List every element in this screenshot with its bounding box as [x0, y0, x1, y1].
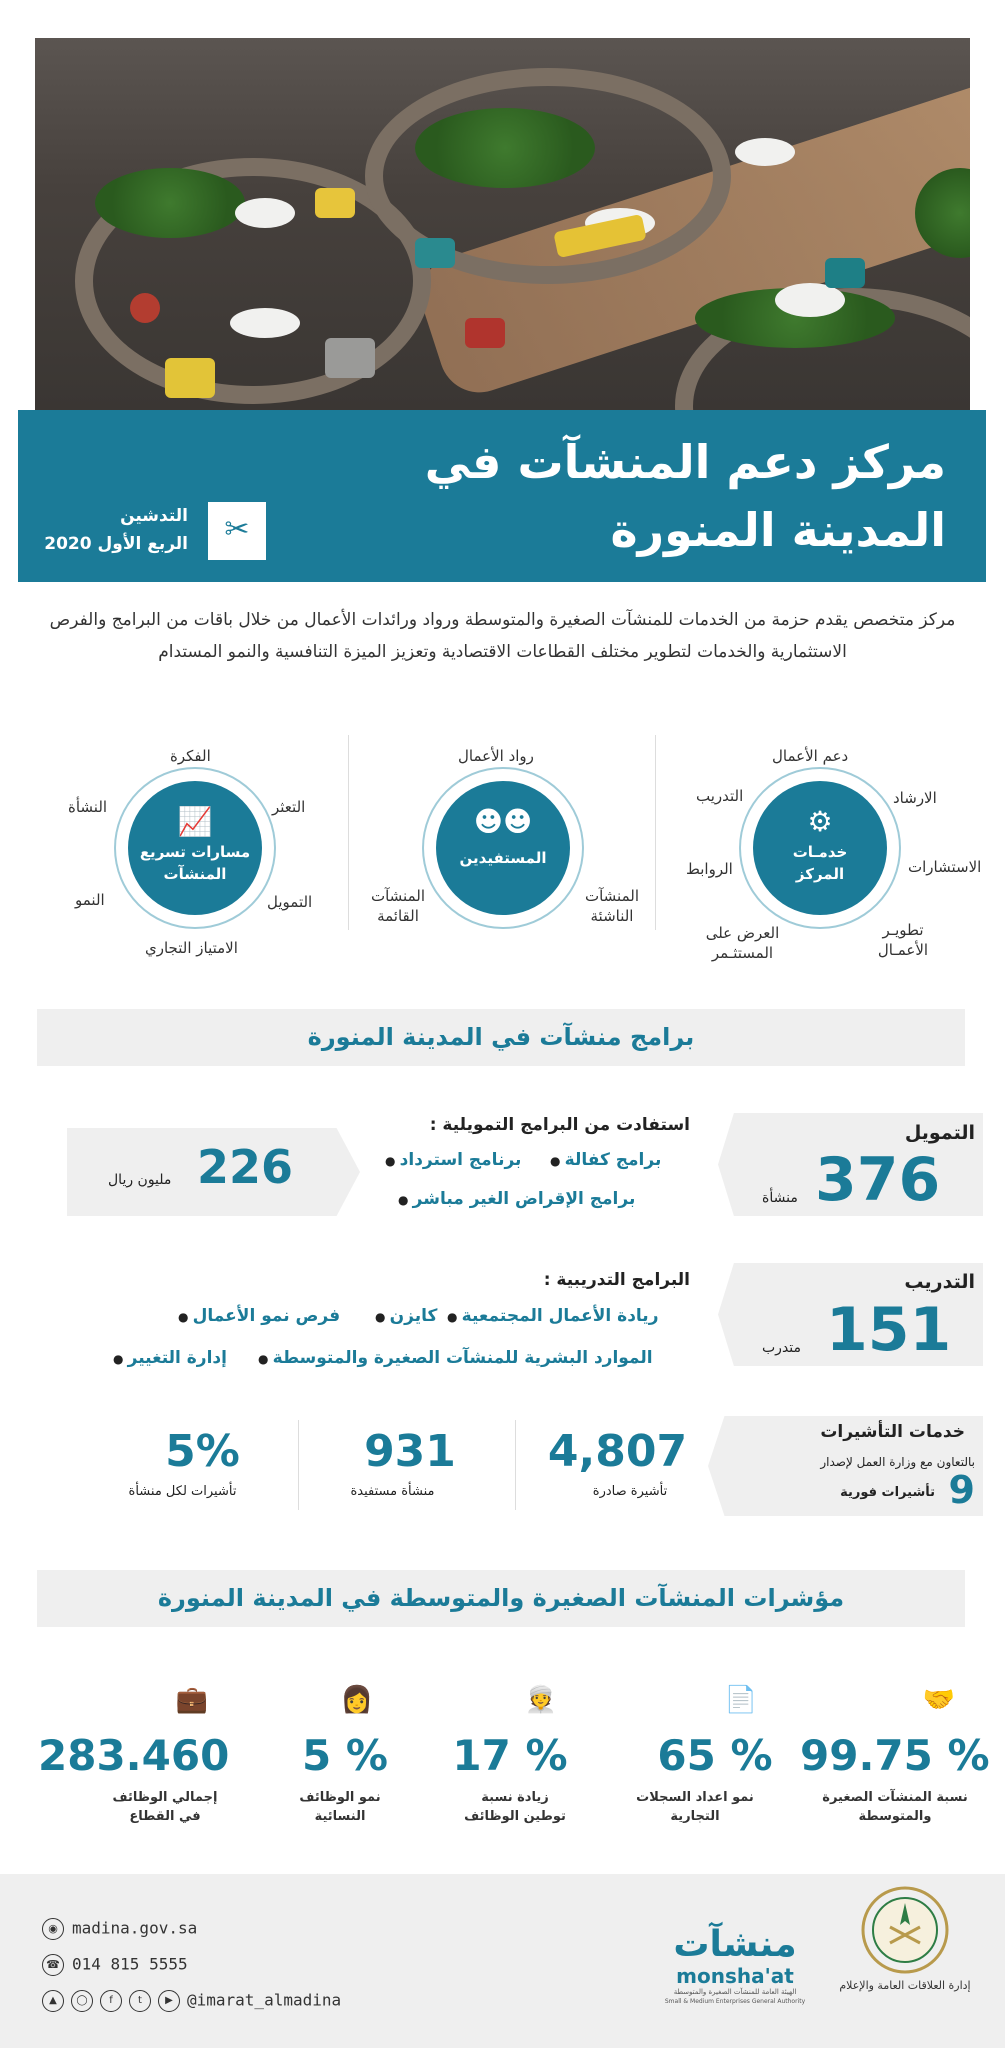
growth-chart-icon: 📈	[177, 805, 213, 838]
social-row	[42, 1990, 341, 2012]
page-title: مركز دعم المنشآت في المدينة المنورة	[424, 435, 946, 557]
training-program-item: إدارة التغيير ●	[113, 1348, 227, 1368]
training-programs-heading: البرامج التدريبية :	[543, 1270, 690, 1290]
beneficiary-label: رواد الأعمال	[458, 747, 534, 765]
funding-number: 376	[815, 1145, 941, 1215]
hand-gear-icon: ⚙	[807, 805, 833, 838]
document-gear-icon: 📄	[724, 1685, 758, 1715]
service-label: العرض على المستثـمر	[705, 924, 780, 962]
indicator-label: زيادة نسبة توطين الوظائف	[464, 1790, 566, 1824]
youtube-icon[interactable]: ▶	[158, 1990, 180, 2012]
snapchat-icon[interactable]: ▲	[42, 1990, 64, 2012]
beneficiary-label: المنشآت القائمة	[370, 887, 425, 925]
service-label: التدريب	[696, 787, 744, 805]
indicator-value: 17 %	[452, 1731, 568, 1780]
handshake-icon: 🤝	[922, 1685, 956, 1715]
facebook-icon[interactable]: f	[100, 1990, 122, 2012]
globe-icon: ◉	[42, 1918, 64, 1940]
visas-desc: بالتعاون مع وزارة العمل لإصدار	[820, 1455, 975, 1469]
website-row[interactable]	[42, 1918, 197, 1940]
launch-date: التدشين الربع الأول 2020	[44, 506, 188, 554]
visa-stat-value: 4,807	[547, 1426, 688, 1477]
ribbon-cutting-icon: ✂	[208, 502, 266, 560]
funding-program-item: برامج الإقراض الغير مباشر ●	[398, 1189, 635, 1209]
website-link[interactable]: madina.gov.sa	[72, 1918, 198, 1938]
funding-amount-unit: مليون ريال	[108, 1172, 172, 1188]
programs-heading: برامج منشآت في المدينة المنورة	[37, 1009, 965, 1066]
beneficiary-label: المنشآت الناشئة	[584, 887, 639, 925]
training-program-item: ريادة الأعمال المجتمعية ●	[447, 1306, 658, 1326]
funding-unit: منشأة	[762, 1190, 798, 1206]
accelerator-label: الامتياز التجاري	[145, 939, 238, 957]
accelerator-label: النشأة	[68, 798, 108, 816]
twitter-icon[interactable]: t	[129, 1990, 151, 2012]
services-circle: ⚙ خدمـات المركز	[753, 781, 887, 915]
title-banner	[18, 410, 986, 582]
woman-icon: 👩	[340, 1685, 374, 1715]
visas-title: خدمات التأشيرات	[820, 1422, 965, 1442]
phone-icon: ☎	[42, 1954, 64, 1976]
visa-stat-value: 5%	[165, 1426, 240, 1477]
visa-stat-label: منشأة مستفيدة	[350, 1484, 435, 1499]
training-unit: متدرب	[762, 1340, 802, 1356]
visas-instant-number: 9	[948, 1468, 975, 1512]
phone-number[interactable]: 014 815 5555	[72, 1954, 188, 1974]
briefcase-icon: 💼	[175, 1685, 209, 1715]
emirate-emblem-icon	[860, 1885, 950, 1975]
indicator-value: 283.460	[38, 1731, 230, 1780]
service-label: الاستشارات	[908, 858, 982, 876]
people-group-icon: ☻☻	[473, 805, 533, 838]
indicator-label: نسبة المنشآت الصغيرة والمتوسطة	[822, 1790, 968, 1824]
accelerator-label: التعثر	[272, 798, 306, 816]
social-handle[interactable]: @imarat_almadina	[187, 1990, 342, 2010]
indicator-label: نمو الوظائف النسائية	[299, 1790, 381, 1824]
funding-amount: 226	[196, 1140, 294, 1194]
service-label: تطويـر الأعمـال	[877, 921, 929, 959]
accelerator-label: النمو	[75, 891, 105, 909]
phone-row[interactable]	[42, 1954, 188, 1976]
service-label: الروابط	[686, 860, 733, 878]
funding-program-item: برنامج استرداد ●	[385, 1150, 521, 1170]
funding-program-item: برامج كفالة ●	[550, 1150, 661, 1170]
visas-instant-label: تأشيرات فورية	[840, 1485, 935, 1500]
monshaat-logo: منشآت monsha'at الهيئة العامة للمنشآت الصغيرة والمتوسطة Small & Medium Enterprises General Authority	[664, 1924, 806, 2005]
saudi-man-icon: 👳	[524, 1685, 558, 1715]
indicator-label: نمو اعداد السجلات التجارية	[636, 1790, 754, 1824]
funding-title: التمويل	[904, 1122, 975, 1144]
indicators-heading: مؤشرات المنشآت الصغيرة والمتوسطة في المدينة المنورة	[37, 1570, 965, 1627]
indicator-label: إجمالي الوظائف في القطاع	[112, 1790, 218, 1824]
indicator-value: 65 %	[657, 1731, 773, 1780]
visa-stat-label: تأشيرة صادرة	[592, 1484, 668, 1499]
accelerator-label: التمويل	[267, 893, 313, 911]
visa-stat-value: 931	[364, 1426, 456, 1477]
service-label: دعم الأعمال	[772, 747, 849, 765]
instagram-icon[interactable]: ◯	[71, 1990, 93, 2012]
funding-programs-heading: استفادت من البرامج التمويلية :	[429, 1115, 690, 1135]
service-label: الارشاد	[893, 789, 937, 807]
training-title: التدريب	[904, 1271, 975, 1293]
accelerators-circle: 📈 مسارات تسريع المنشآت	[128, 781, 262, 915]
training-program-item: كايزن ●	[375, 1306, 437, 1326]
emirate-logo: إدارة العلاقات العامة والإعلام	[835, 1885, 975, 1992]
intro-paragraph: مركز متخصص يقدم حزمة من الخدمات للمنشآت الصغيرة والمتوسطة ورواد ورائدات الأعمال من خلال باقات من البرامج والفرص الاستثمارية والخدمات لتطوير مختلف القطاعات الاقتصادية وتعزيز الميزة التنافسية والنمو المستدام	[49, 610, 956, 662]
indicator-value: 5 %	[302, 1731, 388, 1780]
accelerator-label: الفكرة	[170, 747, 211, 765]
beneficiaries-circle: ☻☻ المستفيدين	[436, 781, 570, 915]
hero-photo	[35, 38, 970, 410]
training-program-item: الموارد البشرية للمنشآت الصغيرة والمتوسطة ●	[258, 1348, 653, 1368]
training-number: 151	[826, 1295, 952, 1365]
visa-stat-label: تأشيرات لكل منشأة	[128, 1484, 237, 1499]
indicator-value: 99.75 %	[800, 1731, 990, 1780]
training-program-item: فرص نمو الأعمال ●	[178, 1306, 340, 1326]
